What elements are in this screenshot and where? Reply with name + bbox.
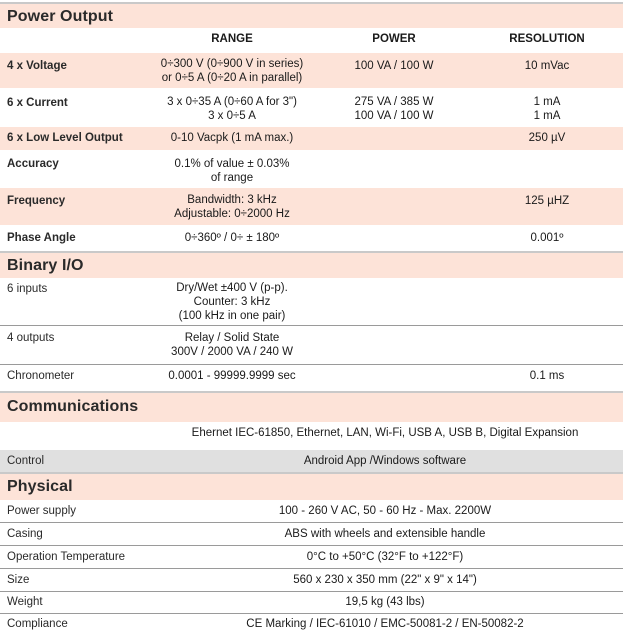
row-voltage	[0, 53, 623, 88]
row-label: Casing	[7, 528, 43, 540]
row-casing	[0, 523, 623, 545]
row-label: Phase Angle	[7, 232, 76, 244]
chronometer-value: 0.0001 - 99999.9999 sec	[168, 370, 296, 382]
power-value: 100 VA / 100 W	[354, 60, 434, 72]
row-phase-angle	[0, 226, 623, 250]
column-header-range: RANGE	[211, 33, 253, 45]
physical-value: 100 - 260 V AC, 50 - 60 Hz - Max. 2200W	[278, 505, 492, 517]
resolution-value: 125 µHZ	[524, 195, 570, 207]
row-label: Power supply	[7, 505, 77, 517]
range-value: Bandwidth: 3 kHz	[187, 194, 277, 206]
outputs-value: 300V / 2000 VA / 240 W	[171, 346, 293, 358]
section-header-physical	[0, 472, 623, 500]
row-chronometer	[0, 365, 623, 389]
inputs-value: (100 kHz in one pair)	[178, 310, 286, 322]
row-frequency	[0, 188, 623, 225]
resolution-value: 0.1 ms	[529, 370, 565, 382]
resolution-value: 250 µV	[528, 132, 566, 144]
row-outputs	[0, 326, 623, 364]
range-value: or 0÷5 A (0÷20 A in parallel)	[161, 72, 303, 84]
row-control	[0, 450, 623, 472]
power-value: 100 VA / 100 W	[354, 110, 434, 122]
row-label: Chronometer	[7, 370, 75, 382]
resolution-value: 0.001º	[530, 232, 564, 244]
row-label: Operation Temperature	[7, 551, 126, 563]
row-inputs	[0, 279, 623, 325]
range-value: of range	[210, 172, 254, 184]
resolution-value: 1 mA	[533, 110, 561, 122]
range-value: 0÷360º / 0÷ ± 180º	[184, 232, 280, 244]
section-title: Power Output	[7, 8, 114, 25]
row-low-level-output	[0, 127, 623, 150]
row-label: 4 outputs	[7, 332, 55, 344]
row-label: 6 x Low Level Output	[7, 132, 123, 144]
outputs-value: Relay / Solid State	[184, 332, 280, 344]
section-title: Physical	[7, 478, 73, 495]
column-header-power: POWER	[372, 33, 416, 45]
physical-value: ABS with wheels and extensible handle	[284, 528, 486, 540]
row-weight	[0, 592, 623, 613]
row-label: Frequency	[7, 195, 66, 207]
interfaces-value: Ehernet IEC-61850, Ethernet, LAN, Wi-Fi, USB A, USB B, Digital Expansion	[191, 427, 579, 439]
physical-value: CE Marking / IEC-61010 / EMC-50081-2 / EN-50082-2	[246, 618, 524, 630]
range-value: 3 x 0÷35 A (0÷60 A for 3")	[167, 96, 297, 108]
control-value: Android App /Windows software	[303, 455, 467, 467]
row-interfaces	[0, 421, 623, 449]
row-label: Compliance	[7, 618, 68, 630]
physical-value: 0°C to +50°C (32°F to +122°F)	[306, 551, 464, 563]
row-label: Size	[7, 574, 30, 586]
resolution-value: 10 mVac	[524, 60, 570, 72]
inputs-value: Counter: 3 kHz	[193, 296, 271, 308]
row-label: 6 x Current	[7, 97, 68, 109]
section-title: Binary I/O	[7, 257, 84, 274]
range-value: 0÷300 V (0÷900 V in series)	[160, 58, 304, 70]
section-header-binary-io	[0, 251, 623, 278]
row-compliance	[0, 614, 623, 635]
inputs-value: Dry/Wet ±400 V (p-p).	[176, 282, 288, 294]
row-label: Control	[7, 455, 45, 467]
range-value: 3 x 0÷5 A	[208, 110, 256, 122]
power-value: 275 VA / 385 W	[354, 96, 434, 108]
column-header-resolution: RESOLUTION	[509, 33, 585, 45]
physical-value: 19,5 kg (43 lbs)	[345, 596, 425, 608]
section-header-communications	[0, 391, 623, 422]
row-power-supply	[0, 500, 623, 522]
row-size	[0, 569, 623, 591]
section-header-power-output	[0, 2, 623, 28]
row-label: 6 inputs	[7, 283, 48, 295]
row-label: Weight	[7, 596, 43, 608]
range-value: Adjustable: 0÷2000 Hz	[174, 208, 290, 220]
section-title: Communications	[7, 398, 139, 415]
row-operation-temperature	[0, 546, 623, 568]
row-current	[0, 90, 623, 126]
row-accuracy	[0, 151, 623, 187]
resolution-value: 1 mA	[533, 96, 561, 108]
physical-value: 560 x 230 x 350 mm (22" x 9" x 14")	[293, 574, 477, 586]
range-value: 0.1% of value ± 0.03%	[174, 158, 290, 170]
range-value: 0-10 Vacpk (1 mA max.)	[170, 132, 294, 144]
row-label: 4 x Voltage	[7, 60, 67, 72]
row-label: Accuracy	[7, 158, 59, 170]
